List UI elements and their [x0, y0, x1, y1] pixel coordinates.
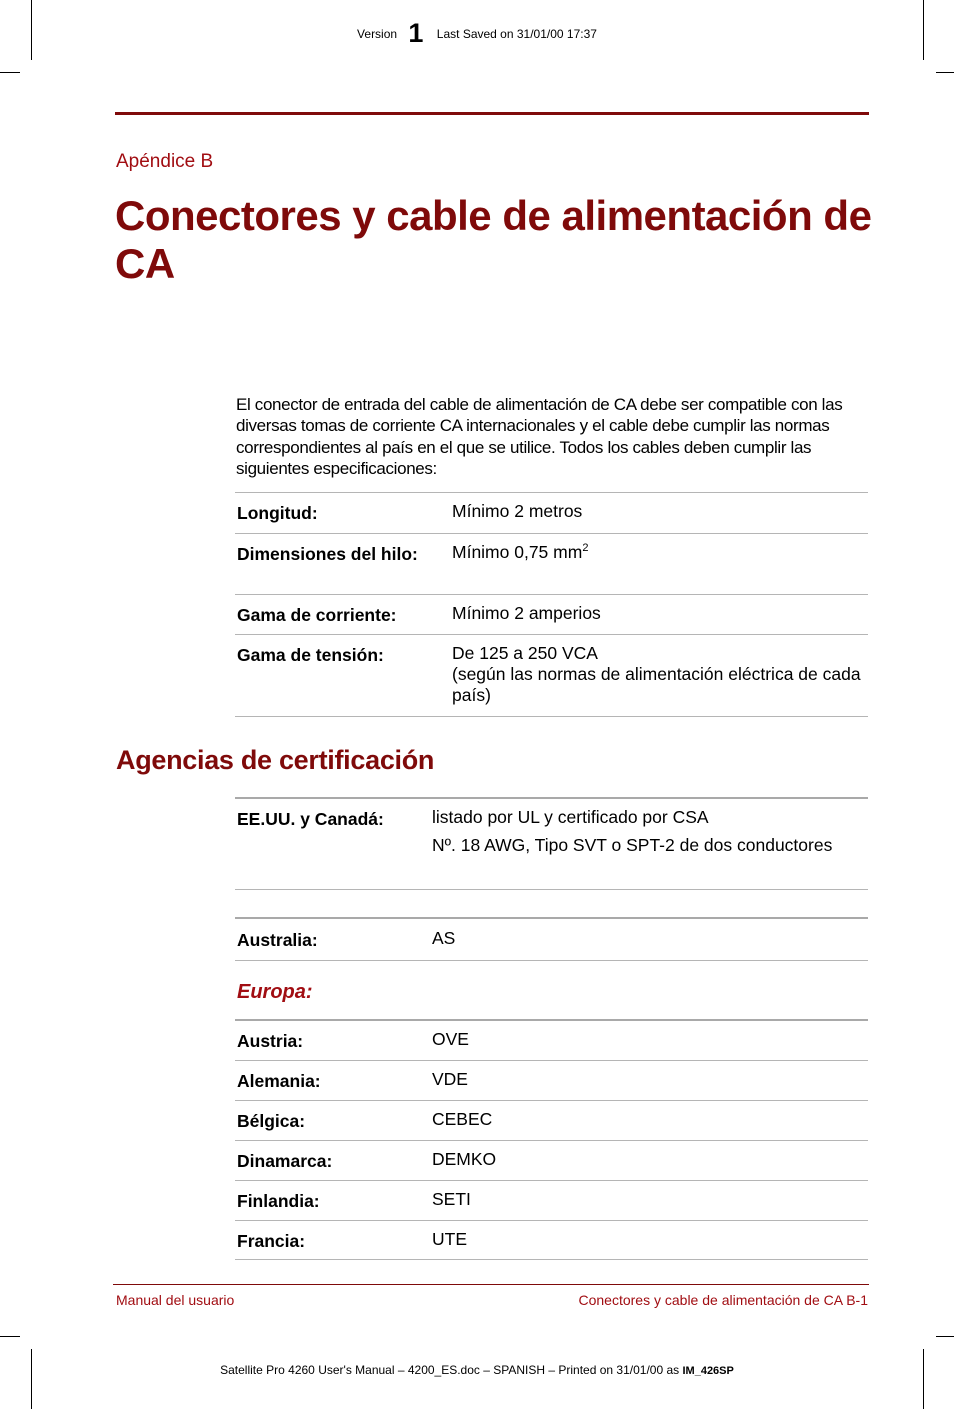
spec-value: Mínimo 0,75 mm [452, 541, 583, 562]
cert-value: UTE [432, 1220, 868, 1259]
spec-superscript: 2 [582, 541, 589, 554]
footer-left: Manual del usuario [116, 1292, 235, 1308]
table-row [235, 1220, 868, 1259]
table-row [235, 634, 868, 716]
version-label: Version [357, 27, 398, 41]
table-row [235, 799, 868, 889]
cert-table-australia [235, 919, 868, 961]
table-row [235, 533, 868, 594]
cert-label: Bélgica: [235, 1100, 432, 1140]
spec-label: Dimensiones del hilo: [235, 533, 452, 594]
table-row [235, 594, 868, 634]
cert-label: Francia: [235, 1220, 432, 1259]
cert-table-europe [235, 1021, 868, 1260]
spec-label: Longitud: [235, 493, 452, 533]
cert-label: Dinamarca: [235, 1140, 432, 1180]
table-row [235, 1140, 868, 1180]
print-line [0, 1363, 954, 1377]
crop-mark [0, 1336, 20, 1337]
last-saved: Last Saved on 31/01/00 17:37 [436, 27, 597, 41]
spec-label: Gama de corriente: [235, 594, 452, 634]
cert-label: Finlandia: [235, 1180, 432, 1220]
spec-value: Mínimo 2 metros [452, 493, 868, 533]
crop-mark [936, 1336, 954, 1337]
table-row [235, 1180, 868, 1220]
cert-label: Austria: [235, 1021, 432, 1060]
print-code: IM_426SP [682, 1365, 734, 1377]
cert-value: SETI [432, 1180, 868, 1220]
spec-label: Gama de tensión: [235, 634, 452, 716]
spec-value: Mínimo 2 amperios [452, 594, 868, 634]
cert-label: Australia: [235, 919, 432, 960]
footer-rule [113, 1284, 869, 1285]
footer-right: Conectores y cable de alimentación de CA B-1 [578, 1292, 868, 1308]
table-row [235, 1100, 868, 1140]
crop-mark [31, 1349, 32, 1409]
table-row [235, 1021, 868, 1060]
spec-table [235, 493, 868, 717]
crop-mark [0, 72, 20, 73]
cert-value: listado por UL y certificado por CSA [432, 807, 709, 827]
cert-value: CEBEC [432, 1100, 868, 1140]
cert-table-us [235, 799, 868, 890]
cert-label: Alemania: [235, 1060, 432, 1100]
print-info: Satellite Pro 4260 User's Manual – 4200_ES.doc – SPANISH – Printed on 31/01/00 as [220, 1363, 680, 1377]
spec-value-note: (según las normas de alimentación eléctrica de cada país) [452, 663, 861, 705]
europe-heading: Europa: [237, 981, 313, 1003]
spec-value: De 125 a 250 VCA [452, 642, 598, 663]
cert-value: DEMKO [432, 1140, 868, 1180]
top-rule [115, 112, 869, 115]
table-row [235, 493, 868, 533]
appendix-label: Apéndice B [116, 151, 214, 172]
version-header [0, 18, 954, 49]
cert-value-cell [432, 799, 868, 889]
cert-value: AS [432, 919, 868, 960]
section-heading: Agencias de certificación [116, 745, 435, 775]
table-row [235, 919, 868, 960]
spec-value-cell [452, 634, 868, 716]
crop-mark [923, 1349, 924, 1409]
cert-value: VDE [432, 1060, 868, 1100]
crop-mark [936, 72, 954, 73]
table-row [235, 1060, 868, 1100]
cert-value-detail: Nº. 18 AWG, Tipo SVT o SPT-2 de dos conductores [432, 835, 833, 855]
page-title: Conectores y cable de alimentación de CA [115, 192, 872, 287]
intro-paragraph: El conector de entrada del cable de alimentación de CA debe ser compatible con las diversas tomas de corriente CA internacionales y el cable debe cumplir las normas correspondientes al país en el que se utilice. Todos los cables deben cumplir las siguientes especificaciones: [236, 395, 843, 479]
spec-value-cell [452, 533, 868, 594]
cert-value: OVE [432, 1021, 868, 1060]
cert-label: EE.UU. y Canadá: [235, 799, 432, 889]
version-number: 1 [408, 18, 424, 48]
